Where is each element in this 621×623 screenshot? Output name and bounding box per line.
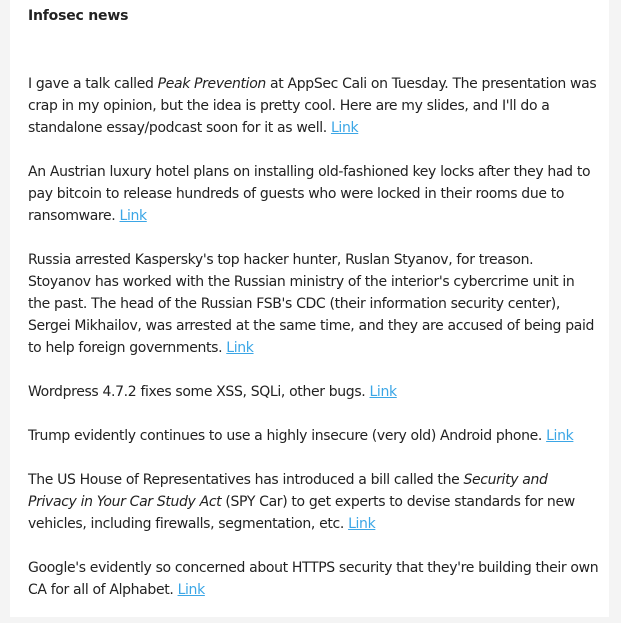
article-kaspersky-arrest	[28, 249, 600, 359]
newsletter-page	[10, 0, 609, 617]
article-google-ca	[28, 557, 600, 601]
article-text: at AppSec Cali on Tuesday. The presentation was crap in my opinion, but the idea is pretty cool. Here are my slides, and I'll do a standalone essay/podcast soon for it as well.	[28, 76, 597, 136]
article-text: Trump evidently continues to use a highly insecure (very old) Android phone.	[28, 428, 547, 444]
article-text: (SPY Car) to get experts to devise standards for new vehicles, including firewalls, segmentation, etc.	[28, 494, 575, 532]
section-title: Infosec news	[28, 8, 129, 24]
article-spy-car-act	[28, 469, 600, 535]
talk-title: Peak Prevention	[157, 76, 266, 92]
article-list	[28, 73, 600, 623]
article-trump-phone	[28, 425, 600, 447]
article-link[interactable]: Link	[119, 208, 147, 224]
article-text: Russia arrested Kaspersky's top hacker hunter, Ruslan Styanov, for treason. Stoyanov has worked with the Russian ministry of the interior's cybercrime unit in the past. The head of the Russian FSB's CDC (their information security center), Sergei Mikhailov, was arrested at the same time, and they are accused of being paid to help foreign governments.	[28, 252, 595, 356]
article-link[interactable]: Link	[546, 428, 574, 444]
article-link[interactable]: Link	[177, 582, 205, 598]
article-text: The US House of Representatives has introduced a bill called the	[28, 472, 464, 488]
article-link[interactable]: Link	[348, 516, 376, 532]
article-austrian-hotel	[28, 161, 600, 227]
article-link[interactable]: Link	[226, 340, 254, 356]
article-peak-prevention	[28, 73, 600, 139]
article-wordpress	[28, 381, 600, 403]
article-text: An Austrian luxury hotel plans on installing old-fashioned key locks after they had to pay bitcoin to release hundreds of guests who were locked in their rooms due to ransomware.	[28, 164, 591, 224]
article-text: Wordpress 4.7.2 fixes some XSS, SQLi, other bugs.	[28, 384, 370, 400]
article-link[interactable]: Link	[369, 384, 397, 400]
bill-title: Security and Privacy in Your Car Study Act	[28, 472, 548, 510]
article-text: Google's evidently so concerned about HTTPS security that they're building their own CA for all of Alphabet.	[28, 560, 599, 598]
article-link[interactable]: Link	[330, 120, 359, 136]
article-text: I gave a talk called	[28, 76, 158, 92]
